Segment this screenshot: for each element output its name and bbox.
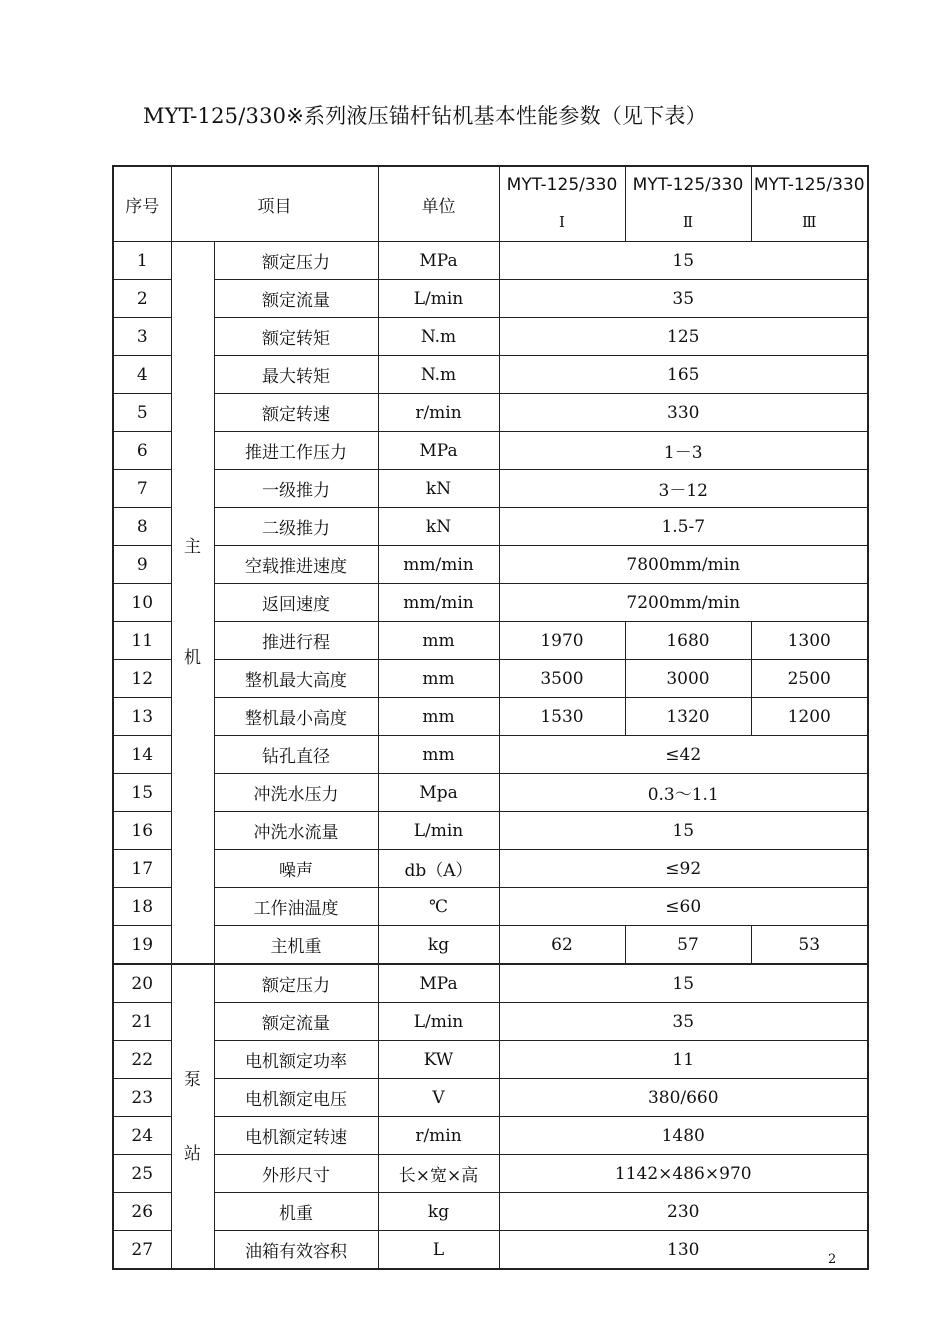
row-number: 6 (113, 432, 171, 470)
item-name: 一级推力 (214, 470, 378, 508)
row-number: 21 (113, 1003, 171, 1041)
value-cell: 3000 (625, 660, 751, 698)
item-name: 额定转矩 (214, 318, 378, 356)
item-name: 返回速度 (214, 584, 378, 622)
item-name: 机重 (214, 1193, 378, 1231)
group-label-pump-1: 泵 (184, 1069, 201, 1090)
value-cell: 130 (499, 1231, 868, 1270)
table-row (113, 698, 868, 736)
item-name: 噪声 (214, 850, 378, 888)
value-cell: 1970 (499, 622, 625, 660)
row-number: 22 (113, 1041, 171, 1079)
value-cell: 1530 (499, 698, 625, 736)
header-seq: 序号 (113, 166, 171, 242)
row-number: 2 (113, 280, 171, 318)
item-name: 最大转矩 (214, 356, 378, 394)
value-cell: 380/660 (499, 1079, 868, 1117)
value-cell: 15 (499, 964, 868, 1003)
row-number: 27 (113, 1231, 171, 1270)
value-cell: 62 (499, 926, 625, 965)
table-row (113, 242, 868, 280)
item-name: 额定转速 (214, 394, 378, 432)
value-cell: 3－12 (499, 470, 868, 508)
row-number: 10 (113, 584, 171, 622)
item-name: 整机最小高度 (214, 698, 378, 736)
row-number: 18 (113, 888, 171, 926)
value-cell: ≤60 (499, 888, 868, 926)
item-name: 冲洗水流量 (214, 812, 378, 850)
row-number: 11 (113, 622, 171, 660)
unit-cell: MPa (378, 242, 499, 280)
row-number: 25 (113, 1155, 171, 1193)
table-row (113, 1117, 868, 1155)
unit-cell: mm (378, 622, 499, 660)
row-number: 13 (113, 698, 171, 736)
item-name: 油箱有效容积 (214, 1231, 378, 1270)
unit-cell: mm/min (378, 546, 499, 584)
unit-cell: N.m (378, 356, 499, 394)
unit-cell: kN (378, 470, 499, 508)
value-cell: 1－3 (499, 432, 868, 470)
unit-cell: L/min (378, 1003, 499, 1041)
unit-cell: ℃ (378, 888, 499, 926)
item-name: 整机最大高度 (214, 660, 378, 698)
table-row (113, 394, 868, 432)
header-model-1: MYT-125/330 Ⅰ (499, 166, 625, 242)
table-row (113, 356, 868, 394)
unit-cell: mm (378, 660, 499, 698)
row-number: 9 (113, 546, 171, 584)
value-cell: 230 (499, 1193, 868, 1231)
row-number: 17 (113, 850, 171, 888)
value-cell: 1200 (751, 698, 868, 736)
row-number: 26 (113, 1193, 171, 1231)
unit-cell: L/min (378, 812, 499, 850)
table-row (113, 470, 868, 508)
item-name: 推进行程 (214, 622, 378, 660)
table-row (113, 432, 868, 470)
item-name: 额定压力 (214, 242, 378, 280)
row-number: 7 (113, 470, 171, 508)
value-cell: 7200mm/min (499, 584, 868, 622)
unit-cell: N.m (378, 318, 499, 356)
item-name: 工作油温度 (214, 888, 378, 926)
unit-cell: kg (378, 926, 499, 965)
unit-cell: mm (378, 698, 499, 736)
table-row (113, 850, 868, 888)
row-number: 24 (113, 1117, 171, 1155)
document-title: MYT-125/330※系列液压锚杆钻机基本性能参数（见下表） (143, 104, 707, 128)
unit-cell: kN (378, 508, 499, 546)
group-label-pump (171, 964, 214, 1269)
value-cell: 1300 (751, 622, 868, 660)
table-row (113, 888, 868, 926)
table-row (113, 1193, 868, 1231)
table-row (113, 1155, 868, 1193)
group-label-host-2: 机 (184, 647, 201, 668)
value-cell: 1.5-7 (499, 508, 868, 546)
item-name: 电机额定转速 (214, 1117, 378, 1155)
group-label-host-1: 主 (184, 536, 201, 557)
row-number: 23 (113, 1079, 171, 1117)
table-row (113, 660, 868, 698)
unit-cell: V (378, 1079, 499, 1117)
row-number: 3 (113, 318, 171, 356)
value-cell: 11 (499, 1041, 868, 1079)
value-cell: 2500 (751, 660, 868, 698)
table-row (113, 1003, 868, 1041)
table-row (113, 736, 868, 774)
value-cell: 1680 (625, 622, 751, 660)
row-number: 12 (113, 660, 171, 698)
group-label-host (171, 242, 214, 965)
value-cell: 35 (499, 280, 868, 318)
table-row (113, 812, 868, 850)
header-row (113, 166, 868, 242)
header-model-2: MYT-125/330 Ⅱ (625, 166, 751, 242)
header-item: 项目 (171, 166, 378, 242)
value-cell: 57 (625, 926, 751, 965)
unit-cell: L (378, 1231, 499, 1270)
item-name: 额定压力 (214, 964, 378, 1003)
value-cell: 1480 (499, 1117, 868, 1155)
row-number: 1 (113, 242, 171, 280)
table-row (113, 964, 868, 1003)
item-name: 电机额定电压 (214, 1079, 378, 1117)
unit-cell: 长×宽×高 (378, 1155, 499, 1193)
value-cell: ≤92 (499, 850, 868, 888)
spec-table (112, 165, 869, 1270)
value-cell: 1142×486×970 (499, 1155, 868, 1193)
item-name: 推进工作压力 (214, 432, 378, 470)
group-label-pump-2: 站 (184, 1143, 201, 1164)
row-number: 5 (113, 394, 171, 432)
item-name: 二级推力 (214, 508, 378, 546)
value-cell: 15 (499, 812, 868, 850)
item-name: 额定流量 (214, 280, 378, 318)
item-name: 空载推进速度 (214, 546, 378, 584)
unit-cell: KW (378, 1041, 499, 1079)
row-number: 4 (113, 356, 171, 394)
header-unit: 单位 (378, 166, 499, 242)
row-number: 8 (113, 508, 171, 546)
item-name: 冲洗水压力 (214, 774, 378, 812)
header-model-3: MYT-125/330 Ⅲ (751, 166, 868, 242)
unit-cell: L/min (378, 280, 499, 318)
table-row (113, 546, 868, 584)
value-cell: 0.3～1.1 (499, 774, 868, 812)
unit-cell: db（A） (378, 850, 499, 888)
row-number: 20 (113, 964, 171, 1003)
value-cell: 165 (499, 356, 868, 394)
value-cell: 330 (499, 394, 868, 432)
table-row (113, 926, 868, 965)
item-name: 主机重 (214, 926, 378, 965)
page-number: 2 (828, 1252, 837, 1267)
table-row (113, 584, 868, 622)
item-name: 电机额定功率 (214, 1041, 378, 1079)
row-number: 14 (113, 736, 171, 774)
unit-cell: MPa (378, 964, 499, 1003)
value-cell: 3500 (499, 660, 625, 698)
unit-cell: mm/min (378, 584, 499, 622)
value-cell: 125 (499, 318, 868, 356)
item-name: 钻孔直径 (214, 736, 378, 774)
row-number: 19 (113, 926, 171, 965)
table-row (113, 1079, 868, 1117)
table-row (113, 774, 868, 812)
table-row (113, 508, 868, 546)
unit-cell: r/min (378, 1117, 499, 1155)
value-cell: 35 (499, 1003, 868, 1041)
table-row (113, 1231, 868, 1270)
unit-cell: kg (378, 1193, 499, 1231)
value-cell: 53 (751, 926, 868, 965)
unit-cell: Mpa (378, 774, 499, 812)
unit-cell: r/min (378, 394, 499, 432)
value-cell: ≤42 (499, 736, 868, 774)
table-row (113, 1041, 868, 1079)
item-name: 外形尺寸 (214, 1155, 378, 1193)
value-cell: 1320 (625, 698, 751, 736)
table-row (113, 622, 868, 660)
row-number: 15 (113, 774, 171, 812)
value-cell: 7800mm/min (499, 546, 868, 584)
value-cell: 15 (499, 242, 868, 280)
item-name: 额定流量 (214, 1003, 378, 1041)
table-row (113, 280, 868, 318)
unit-cell: mm (378, 736, 499, 774)
unit-cell: MPa (378, 432, 499, 470)
table-row (113, 318, 868, 356)
row-number: 16 (113, 812, 171, 850)
